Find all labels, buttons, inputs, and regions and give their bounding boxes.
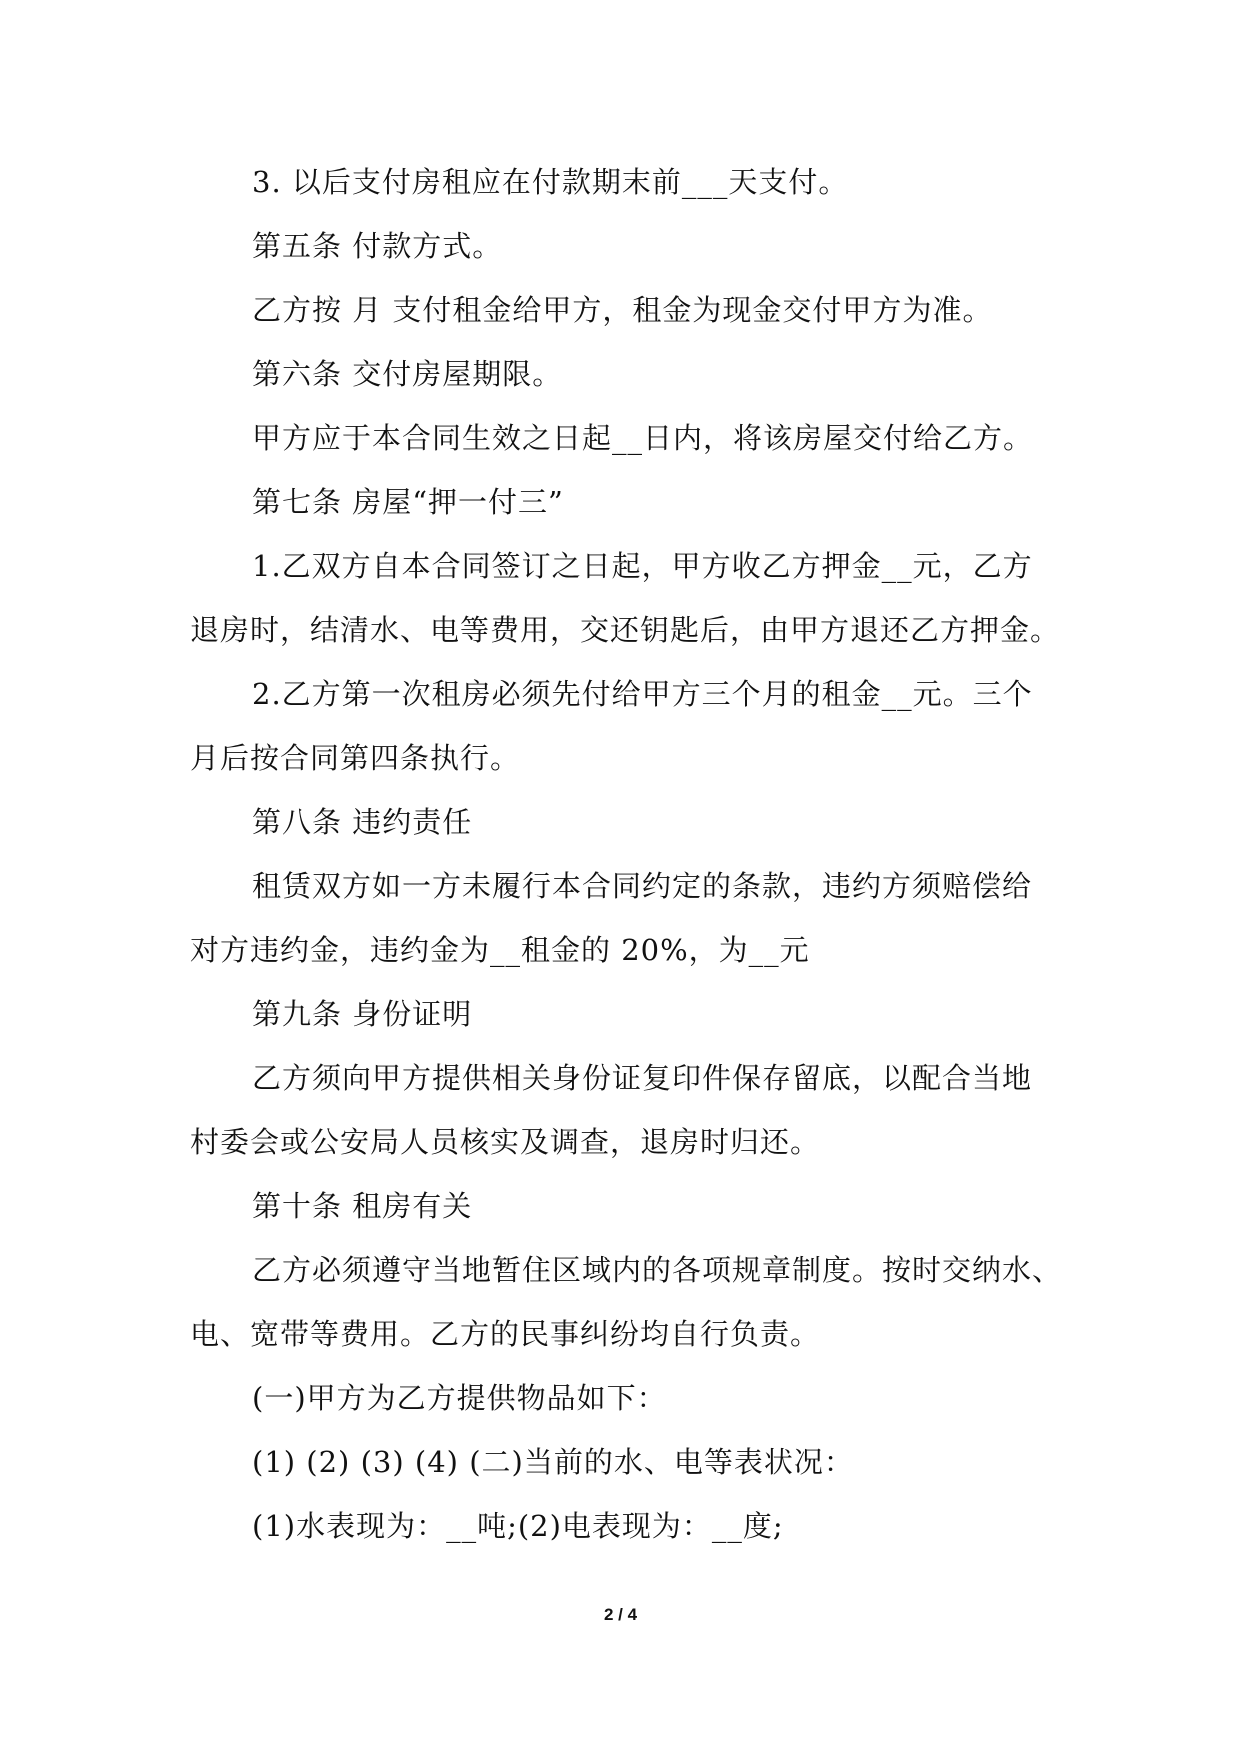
text-line: 乙方须向甲方提供相关身份证复印件保存留底，以配合当地 — [252, 1061, 1033, 1095]
text-line: 1.乙双方自本合同签订之日起，甲方收乙方押金__元，乙方 — [252, 549, 1033, 583]
text-line: 对方违约金，违约金为__租金的 20%，为__元 — [190, 933, 810, 967]
text-line: 2.乙方第一次租房必须先付给甲方三个月的租金__元。三个 — [252, 677, 1033, 711]
text-line: 村委会或公安局人员核实及调查，退房时归还。 — [190, 1125, 821, 1159]
text-line: 租赁双方如一方未履行本合同约定的条款，违约方须赔偿给 — [252, 869, 1033, 903]
section-heading: 第六条 交付房屋期限。 — [252, 357, 563, 391]
section-heading: 第十条 租房有关 — [252, 1189, 473, 1223]
text-line: 电、宽带等费用。乙方的民事纠纷均自行负责。 — [190, 1317, 821, 1351]
text-line: 乙方按 月 支付租金给甲方，租金为现金交付甲方为准。 — [252, 293, 993, 327]
text-line: (一)甲方为乙方提供物品如下： — [252, 1381, 667, 1415]
section-heading: 第五条 付款方式。 — [252, 229, 503, 263]
page-number: 2 / 4 — [603, 1605, 638, 1624]
text-line: 退房时，结清水、电等费用，交还钥匙后，由甲方退还乙方押金。 — [190, 613, 1061, 647]
text-line: 月后按合同第四条执行。 — [190, 741, 521, 775]
text-line: 乙方必须遵守当地暂住区域内的各项规章制度。按时交纳水、 — [252, 1253, 1063, 1287]
section-heading: 第九条 身份证明 — [252, 997, 473, 1031]
text-line: (1) (2) (3) (4) (二)当前的水、电等表状况： — [252, 1445, 854, 1479]
section-heading: 第七条 房屋“押一付三” — [252, 485, 564, 519]
text-line: 3. 以后支付房租应在付款期末前___天支付。 — [252, 165, 849, 199]
text-line: 甲方应于本合同生效之日起__日内，将该房屋交付给乙方。 — [252, 421, 1034, 455]
text-line: (1)水表现为：__吨;(2)电表现为：__度; — [252, 1509, 784, 1543]
section-heading: 第八条 违约责任 — [252, 805, 473, 839]
